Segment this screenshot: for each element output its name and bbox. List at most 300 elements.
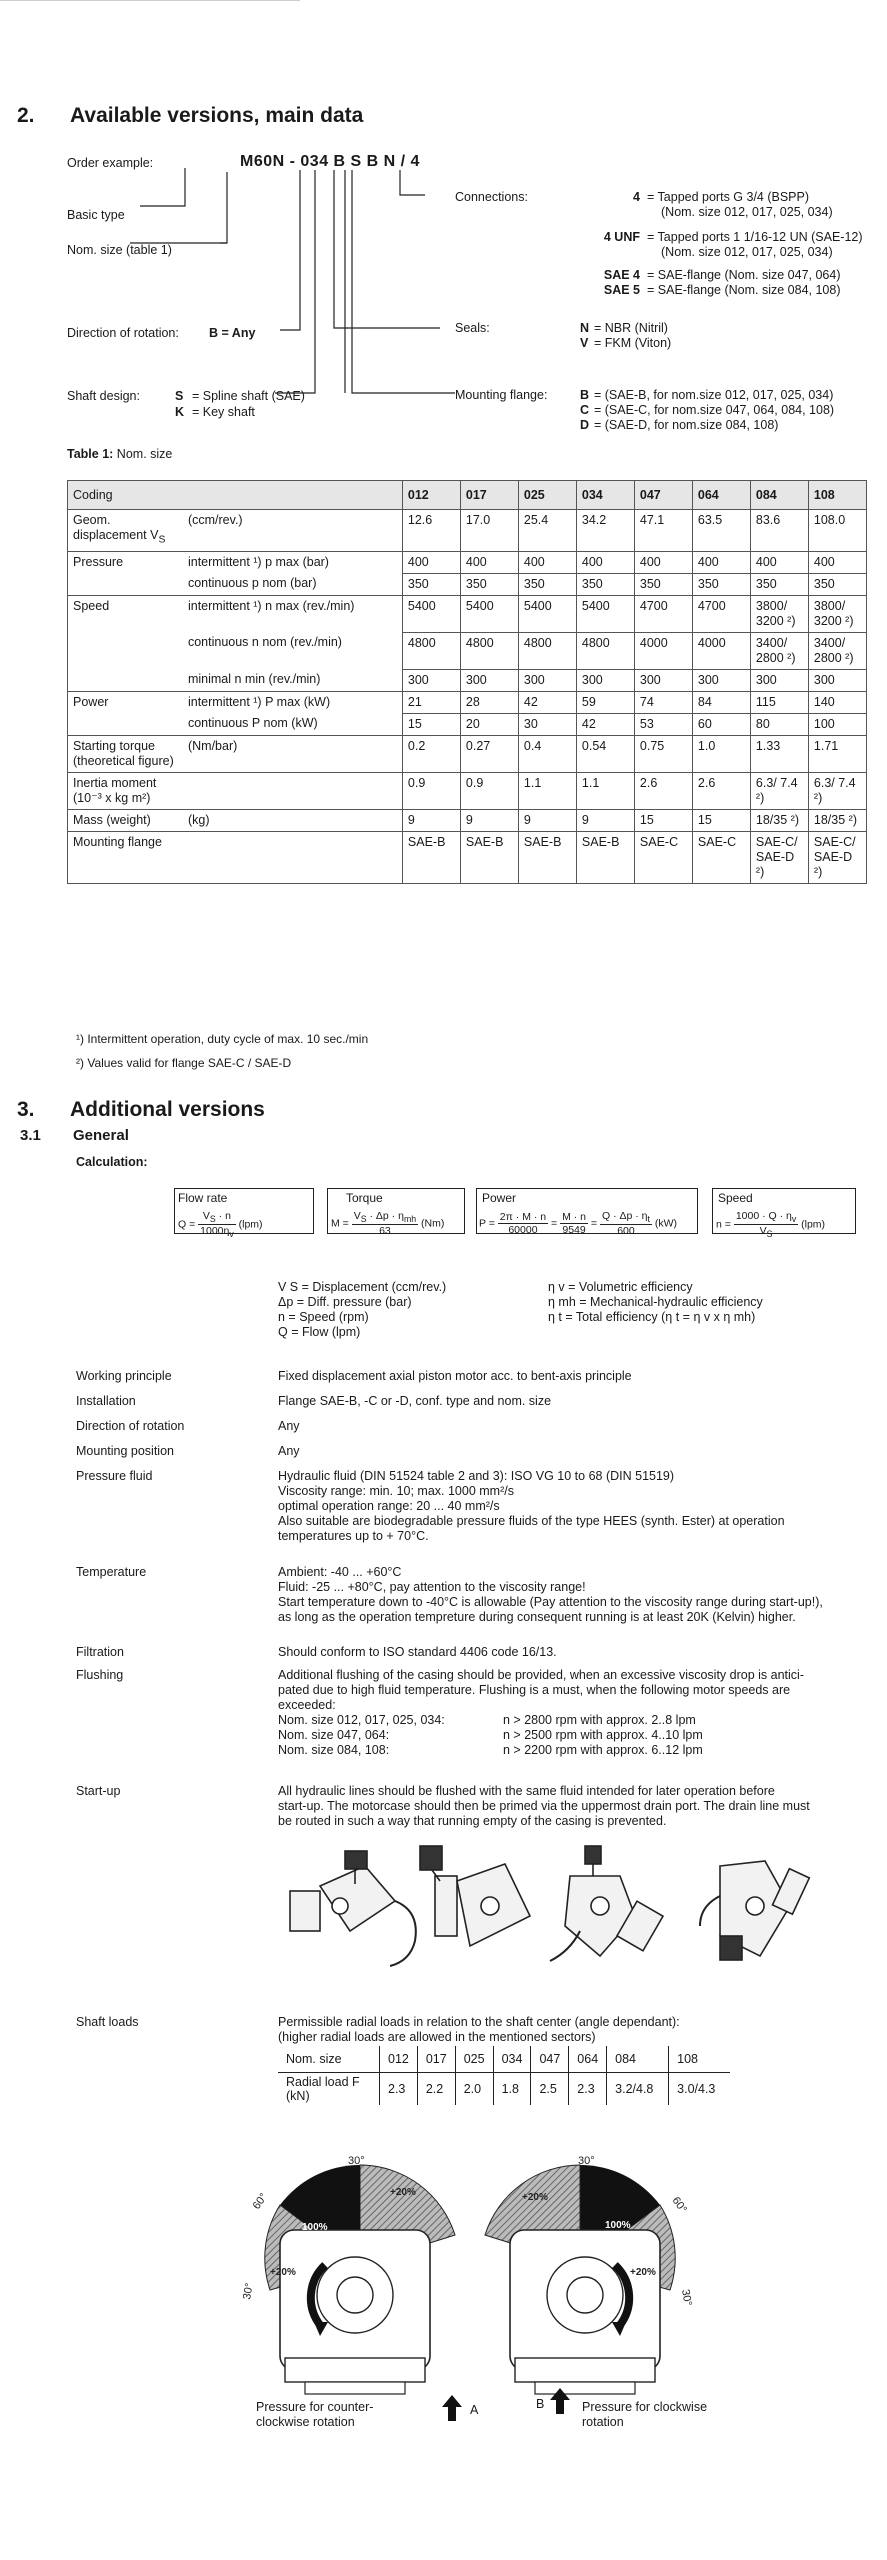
table-cell: 1.71 <box>808 735 866 772</box>
table-cell: 350 <box>692 573 750 595</box>
table-cell: 6.3/ 7.4 ²) <box>808 772 866 809</box>
size-header: 012 <box>402 481 460 510</box>
table-cell: 400 <box>518 551 576 573</box>
row-group-label: Mass (weight) <box>68 809 183 831</box>
legend-item: η t = Total efficiency (η t = η v x η mh) <box>548 1310 756 1324</box>
table-cell: 0.9 <box>460 772 518 809</box>
row-group-label: Mounting flange <box>68 831 183 883</box>
table-cell: 2.6 <box>692 772 750 809</box>
prop-label: Flushing <box>76 1668 124 1682</box>
table-cell: 9 <box>460 809 518 831</box>
legend-item: η v = Volumetric efficiency <box>548 1280 693 1294</box>
flush-size: Nom. size 084, 108: <box>278 1743 390 1757</box>
table-cell: 9 <box>576 809 634 831</box>
motor-illustration <box>550 1846 663 1961</box>
flange-code: C <box>580 403 590 417</box>
table-cell: 3400/ 2800 ²) <box>808 632 866 669</box>
shaft-value: 1.8 <box>493 2073 531 2106</box>
legend-item: Q = Flow (lpm) <box>278 1325 361 1339</box>
table-cell: 6.3/ 7.4 ²) <box>750 772 808 809</box>
angle-label: 60° <box>250 2191 271 2212</box>
row-label: continuous n nom (rev./min) <box>183 632 402 669</box>
table-cell: 350 <box>460 573 518 595</box>
seal-text: = FKM (Viton) <box>594 336 672 350</box>
table-cell: 9 <box>402 809 460 831</box>
size-header: 034 <box>576 481 634 510</box>
coding-header: Coding <box>68 481 403 510</box>
table-cell: 350 <box>518 573 576 595</box>
shaft-k-code: K <box>175 405 185 419</box>
shaft-head: 108 <box>669 2046 731 2073</box>
order-example-label: Order example: <box>67 156 154 170</box>
row-label: intermittent ¹) P max (kW) <box>183 691 402 713</box>
table-cell: SAE-C/ SAE-D ²) <box>750 831 808 883</box>
table-cell: 1.0 <box>692 735 750 772</box>
prop-value <box>278 1645 858 1660</box>
row-label: intermittent ¹) p max (bar) <box>183 551 402 573</box>
flange-code: D <box>580 418 590 432</box>
conn-text: = Tapped ports 1 1/16-12 UN (SAE-12) <box>647 230 863 244</box>
table-cell: 0.4 <box>518 735 576 772</box>
flush-size: Nom. size 047, 064: <box>278 1728 390 1742</box>
shaft-head: 025 <box>455 2046 493 2073</box>
conn-code: 4 <box>633 190 640 204</box>
load-percent-label: +20% <box>522 2192 548 2203</box>
shaft-value: 2.3 <box>569 2073 607 2106</box>
table-cell: 4700 <box>634 595 692 632</box>
table-cell: 42 <box>518 691 576 713</box>
table-cell: 60 <box>692 713 750 735</box>
table-cell: 4000 <box>692 632 750 669</box>
prop-value <box>278 1668 858 1758</box>
table-cell: 18/35 ²) <box>808 809 866 831</box>
conn-sub: (Nom. size 012, 017, 025, 034) <box>661 205 833 219</box>
flange-label: Mounting flange: <box>455 388 548 402</box>
table-cell: 300 <box>634 669 692 691</box>
table-cell: 300 <box>460 669 518 691</box>
motor-illustration <box>420 1846 530 1946</box>
flush-size: Nom. size 012, 017, 025, 034: <box>278 1713 445 1727</box>
load-percent-label: +20% <box>270 2267 296 2278</box>
table-cell: 300 <box>750 669 808 691</box>
table-cell: 350 <box>576 573 634 595</box>
table-cell: 53 <box>634 713 692 735</box>
nominal-size-table <box>67 480 867 884</box>
table-cell: 28 <box>460 691 518 713</box>
table-cell: 30 <box>518 713 576 735</box>
ccw-caption <box>256 2400 373 2430</box>
table-cell: 350 <box>634 573 692 595</box>
subsection-number: 3.1 <box>20 1127 41 1144</box>
clockwise-diagram <box>485 2155 694 2394</box>
table-cell: 83.6 <box>750 510 808 552</box>
table-cell: 80 <box>750 713 808 735</box>
prop-line: Any <box>278 1444 300 1458</box>
seal-code: N <box>580 321 590 335</box>
row-group-label: Pressure <box>68 551 183 573</box>
prop-line: Start temperature down to -40°C is allowable (Pay attention to the viscosity range during start-up!), <box>278 1595 823 1609</box>
table-cell: 0.9 <box>402 772 460 809</box>
shaft-loads-label: Shaft loads <box>76 2015 139 2029</box>
legend-item: n = Speed (rpm) <box>278 1310 369 1324</box>
row-group-label: Power <box>68 691 183 713</box>
calculation-label: Calculation: <box>76 1155 148 1169</box>
legend-right <box>548 1280 763 1325</box>
shaft-design-label: Shaft design: <box>67 389 140 403</box>
table-cell: 5400 <box>402 595 460 632</box>
table-cell: 15 <box>634 809 692 831</box>
flush-value: n > 2800 rpm with approx. 2..8 lpm <box>503 1713 696 1727</box>
row-label: minimal n min (rev./min) <box>183 669 402 691</box>
row-label <box>183 831 402 883</box>
shaft-value: 3.2/4.8 <box>607 2073 669 2106</box>
flange-text: = (SAE-C, for nom.size 047, 064, 084, 108) <box>594 403 835 417</box>
table-cell: SAE-B <box>402 831 460 883</box>
row-label <box>183 772 402 809</box>
table-cell: 400 <box>692 551 750 573</box>
table-cell: 350 <box>750 573 808 595</box>
table-cell: 47.1 <box>634 510 692 552</box>
table-cell: 100 <box>808 713 866 735</box>
direction-label: Direction of rotation: <box>67 326 179 340</box>
table-cell: 400 <box>402 551 460 573</box>
row-group-label <box>68 669 183 691</box>
row-label: intermittent ¹) n max (rev./min) <box>183 595 402 632</box>
table-cell: 300 <box>692 669 750 691</box>
power-formula: P = $\frac{2\pi \cdot M \cdot n}{60000}$ = $\frac{M \cdot n}{9549}$ = $\frac{Q \cdot \Delta p \cdot \eta_t}{600}$ (kW) <box>479 1210 678 1238</box>
shaft-head: 017 <box>417 2046 455 2073</box>
table-cell: 140 <box>808 691 866 713</box>
size-header: 025 <box>518 481 576 510</box>
table-cell: 25.4 <box>518 510 576 552</box>
prop-label: Pressure fluid <box>76 1469 153 1483</box>
table-row <box>68 595 867 632</box>
row-label: continuous P nom (kW) <box>183 713 402 735</box>
table-cell: 350 <box>402 573 460 595</box>
flange-text: = (SAE-D, for nom.size 084, 108) <box>594 418 779 432</box>
prop-value <box>278 1394 858 1409</box>
table-row <box>68 735 867 772</box>
table-cell: 15 <box>692 809 750 831</box>
shaft-s-code: S <box>175 389 184 403</box>
row-label: (kg) <box>183 809 402 831</box>
angle-label: 30° <box>348 2155 365 2167</box>
prop-label: Working principle <box>76 1369 172 1383</box>
flow-rate-label: Flow rate <box>178 1191 228 1205</box>
shaft-k-text: = Key shaft <box>192 405 255 419</box>
shaft-head: 064 <box>569 2046 607 2073</box>
prop-line: Any <box>278 1419 300 1433</box>
legend-item: V S = Displacement (ccm/rev.) <box>278 1280 447 1294</box>
load-percent-label: 100% <box>302 2222 328 2233</box>
table-cell: 4000 <box>634 632 692 669</box>
row-group-label <box>68 510 183 552</box>
seal-text: = NBR (Nitril) <box>594 321 668 335</box>
legend-item: Δp = Diff. pressure (bar) <box>278 1295 412 1309</box>
prop-label: Installation <box>76 1394 136 1408</box>
size-header: 047 <box>634 481 692 510</box>
prop-line: be routed in such a way that running empty of the casing is prevented. <box>278 1814 667 1828</box>
load-percent-label: +20% <box>630 2267 656 2278</box>
speed-formula: n = $\frac{1000 \cdot Q \cdot \eta_v}{V_S}$ (lpm) <box>716 1210 826 1240</box>
table-cell: 3400/ 2800 ²) <box>750 632 808 669</box>
table-cell: 34.2 <box>576 510 634 552</box>
shaft-loads-table <box>278 2046 730 2105</box>
table-cell: 5400 <box>518 595 576 632</box>
prop-label: Filtration <box>76 1645 124 1659</box>
prop-value <box>278 1419 858 1434</box>
table-cell: SAE-C <box>692 831 750 883</box>
conn-code: SAE 4 <box>603 268 640 282</box>
table-cell: 300 <box>402 669 460 691</box>
prop-line: Hydraulic fluid (DIN 51524 table 2 and 3): ISO VG 10 to 68 (DIN 51519) <box>278 1469 675 1483</box>
table-cell: 84 <box>692 691 750 713</box>
footnote-2: ²) Values valid for flange SAE-C / SAE-D <box>76 1056 292 1070</box>
direction-value: B = Any <box>209 326 256 340</box>
motor-illustration <box>700 1861 809 1960</box>
connections-label: Connections: <box>455 190 528 204</box>
table-caption <box>67 447 172 462</box>
table-cell: 59 <box>576 691 634 713</box>
angle-label: 30° <box>679 2288 694 2307</box>
flushing-speeds <box>278 1713 858 1758</box>
table-cell: 42 <box>576 713 634 735</box>
table-cell: 0.75 <box>634 735 692 772</box>
shaft-value: 2.3 <box>380 2073 418 2106</box>
prop-line: Also suitable are biodegradable pressure fluids of the type HEES (synth. Ester) at operation <box>278 1514 785 1528</box>
table-cell: 63.5 <box>692 510 750 552</box>
load-percent-label: +20% <box>390 2187 416 2198</box>
port-b-label: B <box>536 2397 545 2411</box>
speed-label: Speed <box>718 1191 753 1205</box>
shaft-head: 084 <box>607 2046 669 2073</box>
table-cell: 300 <box>808 669 866 691</box>
shaft-value: 2.2 <box>417 2073 455 2106</box>
table-cell: 15 <box>402 713 460 735</box>
table-cell: 3800/ 3200 ²) <box>808 595 866 632</box>
size-header: 064 <box>692 481 750 510</box>
row-group-label: Speed <box>68 595 183 632</box>
prop-line: Flange SAE-B, -C or -D, conf. type and nom. size <box>278 1394 552 1408</box>
table-cell: SAE-B <box>518 831 576 883</box>
table-cell: 20 <box>460 713 518 735</box>
shaft-head: Nom. size <box>278 2046 380 2073</box>
table-row <box>68 632 867 669</box>
conn-text: = SAE-flange (Nom. size 047, 064) <box>647 268 841 282</box>
shaft-value: 2.0 <box>455 2073 493 2106</box>
torque-label: Torque <box>346 1191 383 1205</box>
table-cell: 0.27 <box>460 735 518 772</box>
row-group-label <box>68 632 183 669</box>
flow-formula: Q = $\frac{V_S \cdot n}{1000\eta_v}$ (lpm) <box>178 1210 263 1240</box>
row-group-text: Geom. displacement V <box>73 513 159 542</box>
section-title: Additional versions <box>70 1098 265 1121</box>
table-cell: 4800 <box>460 632 518 669</box>
angle-label: 60° <box>669 2194 689 2216</box>
table-row <box>68 831 867 883</box>
table-cell: 3800/ 3200 ²) <box>750 595 808 632</box>
size-header: 017 <box>460 481 518 510</box>
table-cell: 400 <box>750 551 808 573</box>
table-caption-text: Nom. size <box>116 447 173 461</box>
shaft-value: 3.0/4.3 <box>669 2073 731 2106</box>
table-cell: 17.0 <box>460 510 518 552</box>
table-cell: 1.33 <box>750 735 808 772</box>
table-cell: 108.0 <box>808 510 866 552</box>
shaft-head: 047 <box>531 2046 569 2073</box>
port-a-label: A <box>470 2403 479 2417</box>
prop-label: Start-up <box>76 1784 121 1798</box>
seal-code: V <box>580 336 589 350</box>
table-row <box>68 573 867 595</box>
prop-line: exceeded: <box>278 1698 336 1712</box>
motor-illustration <box>290 1851 416 1966</box>
table-cell: 1.1 <box>518 772 576 809</box>
table-cell: 300 <box>518 669 576 691</box>
caption-line: Pressure for clockwise <box>582 2400 708 2414</box>
caption-line: rotation <box>582 2415 624 2429</box>
shaft-loads-line: (higher radial loads are allowed in the mentioned sectors) <box>278 2030 596 2044</box>
seals-label: Seals: <box>455 321 490 335</box>
table-cell: SAE-B <box>576 831 634 883</box>
prop-line: start-up. The motorcase should then be primed via the uppermost drain port. The drain line must <box>278 1799 810 1813</box>
table-cell: 9 <box>518 809 576 831</box>
table-cell: 300 <box>576 669 634 691</box>
arrow-up-icon <box>548 2388 572 2414</box>
legend-item: η mh = Mechanical-hydraulic efficiency <box>548 1295 763 1309</box>
prop-value <box>278 1444 858 1459</box>
table-cell: 400 <box>576 551 634 573</box>
table-row <box>68 510 867 552</box>
row-label: (Nm/bar) <box>183 735 402 772</box>
row-label: continuous p nom (bar) <box>183 573 402 595</box>
prop-line: All hydraulic lines should be flushed with the same fluid intended for later operation before <box>278 1784 775 1798</box>
table-cell: 74 <box>634 691 692 713</box>
motor-mounting-illustrations <box>270 1836 870 1981</box>
table-row <box>68 772 867 809</box>
table-caption-label: Table 1: <box>67 447 114 461</box>
radial-load-diagrams <box>230 2150 710 2420</box>
shaft-s-text: = Spline shaft (SAE) <box>192 389 305 403</box>
prop-line: Additional flushing of the casing should be provided, when an excessive viscosity drop is antici- <box>278 1668 804 1682</box>
table-cell: 21 <box>402 691 460 713</box>
table-cell: 400 <box>808 551 866 573</box>
table-row <box>68 713 867 735</box>
table-cell: 0.54 <box>576 735 634 772</box>
shaft-loads-text <box>278 2015 858 2045</box>
footnote-1: ¹) Intermittent operation, duty cycle of max. 10 sec./min <box>76 1032 369 1046</box>
section-number: 2. <box>17 104 35 127</box>
table-row <box>68 691 867 713</box>
table-cell: 2.6 <box>634 772 692 809</box>
power-label: Power <box>482 1191 517 1205</box>
table-cell: 0.2 <box>402 735 460 772</box>
caption-line: clockwise rotation <box>256 2415 355 2429</box>
table-cell: 12.6 <box>402 510 460 552</box>
prop-value <box>278 1369 858 1384</box>
prop-label: Direction of rotation <box>76 1419 185 1433</box>
size-header: 084 <box>750 481 808 510</box>
flange-code: B <box>580 388 590 402</box>
prop-line: Fixed displacement axial piston motor acc. to bent-axis principle <box>278 1369 632 1383</box>
shaft-head: 012 <box>380 2046 418 2073</box>
shaft-head: 034 <box>493 2046 531 2073</box>
row-group-label <box>68 573 183 595</box>
prop-line: Fluid: -25 ... +80°C, pay attention to the viscosity range! <box>278 1580 586 1594</box>
load-percent-label: 100% <box>605 2220 631 2231</box>
prop-label: Temperature <box>76 1565 147 1579</box>
prop-value <box>278 1469 858 1544</box>
table-cell: 5400 <box>576 595 634 632</box>
angle-label: 30° <box>578 2155 595 2167</box>
caption-line: Pressure for counter- <box>256 2400 374 2414</box>
table-cell: 4800 <box>576 632 634 669</box>
prop-line: as long as the operation tempreture during consequent running is at least 20K (Kelvin) higher. <box>278 1610 796 1624</box>
prop-line: Ambient: -40 ... +60°C <box>278 1565 402 1579</box>
table-cell: 4800 <box>402 632 460 669</box>
shaft-value: Radial load F (kN) <box>286 2075 360 2103</box>
row-group-label: Starting torque (theoretical figure) <box>68 735 183 772</box>
table-cell: 115 <box>750 691 808 713</box>
size-header: 108 <box>808 481 866 510</box>
table-cell: 400 <box>634 551 692 573</box>
row-group-label <box>68 713 183 735</box>
table-row <box>68 809 867 831</box>
prop-value <box>278 1784 858 1829</box>
flange-text: = (SAE-B, for nom.size 012, 017, 025, 034) <box>594 388 834 402</box>
conn-text: = SAE-flange (Nom. size 084, 108) <box>647 283 841 297</box>
flush-value: n > 2200 rpm with approx. 6..12 lpm <box>503 1743 703 1757</box>
torque-formula: M = $\frac{V_S \cdot \Delta p \cdot \eta_{mh}}{63}$ (Nm) <box>331 1210 445 1238</box>
table-row <box>68 669 867 691</box>
subsection-title: General <box>73 1127 129 1144</box>
counter-clockwise-diagram <box>241 2155 455 2394</box>
legend-left <box>278 1280 446 1340</box>
cw-caption <box>582 2400 707 2430</box>
conn-code: 4 UNF <box>603 230 640 244</box>
table-cell: 5400 <box>460 595 518 632</box>
table-cell: 350 <box>808 573 866 595</box>
conn-text: = Tapped ports G 3/4 (BSPP) <box>647 190 810 204</box>
table-cell: 18/35 ²) <box>750 809 808 831</box>
section-number: 3. <box>17 1098 35 1121</box>
row-label: (ccm/rev.) <box>183 510 402 552</box>
conn-sub: (Nom. size 012, 017, 025, 034) <box>661 245 833 259</box>
prop-line: optimal operation range: 20 ... 40 mm²/s <box>278 1499 500 1513</box>
shaft-value: 2.5 <box>531 2073 569 2106</box>
order-code: M60N - 034 B S B N / 4 <box>240 153 420 170</box>
table-cell: 400 <box>460 551 518 573</box>
table-cell: 1.1 <box>576 772 634 809</box>
nom-size-label: Nom. size (table 1) <box>67 243 172 257</box>
section-title: Available versions, main data <box>70 104 364 127</box>
row-group-label: Inertia moment (10⁻³ x kg m²) <box>68 772 183 809</box>
table-cell: SAE-B <box>460 831 518 883</box>
prop-line: pated due to high fluid temperature. Flushing is a must, when the following motor speeds are <box>278 1683 791 1697</box>
prop-value <box>278 1565 858 1625</box>
row-group-subscript: S <box>158 534 166 546</box>
prop-line: temperatures up to + 70°C. <box>278 1529 429 1543</box>
prop-line: Should conform to ISO standard 4406 code 16/13. <box>278 1645 557 1659</box>
table-cell: SAE-C <box>634 831 692 883</box>
table-row <box>68 551 867 573</box>
table-cell: SAE-C/ SAE-D ²) <box>808 831 866 883</box>
conn-code: SAE 5 <box>603 283 640 297</box>
arrow-up-icon <box>440 2395 464 2421</box>
prop-line: Viscosity range: min. 10; max. 1000 mm²/s <box>278 1484 514 1498</box>
table-cell: 4800 <box>518 632 576 669</box>
angle-label: 30° <box>241 2282 256 2301</box>
